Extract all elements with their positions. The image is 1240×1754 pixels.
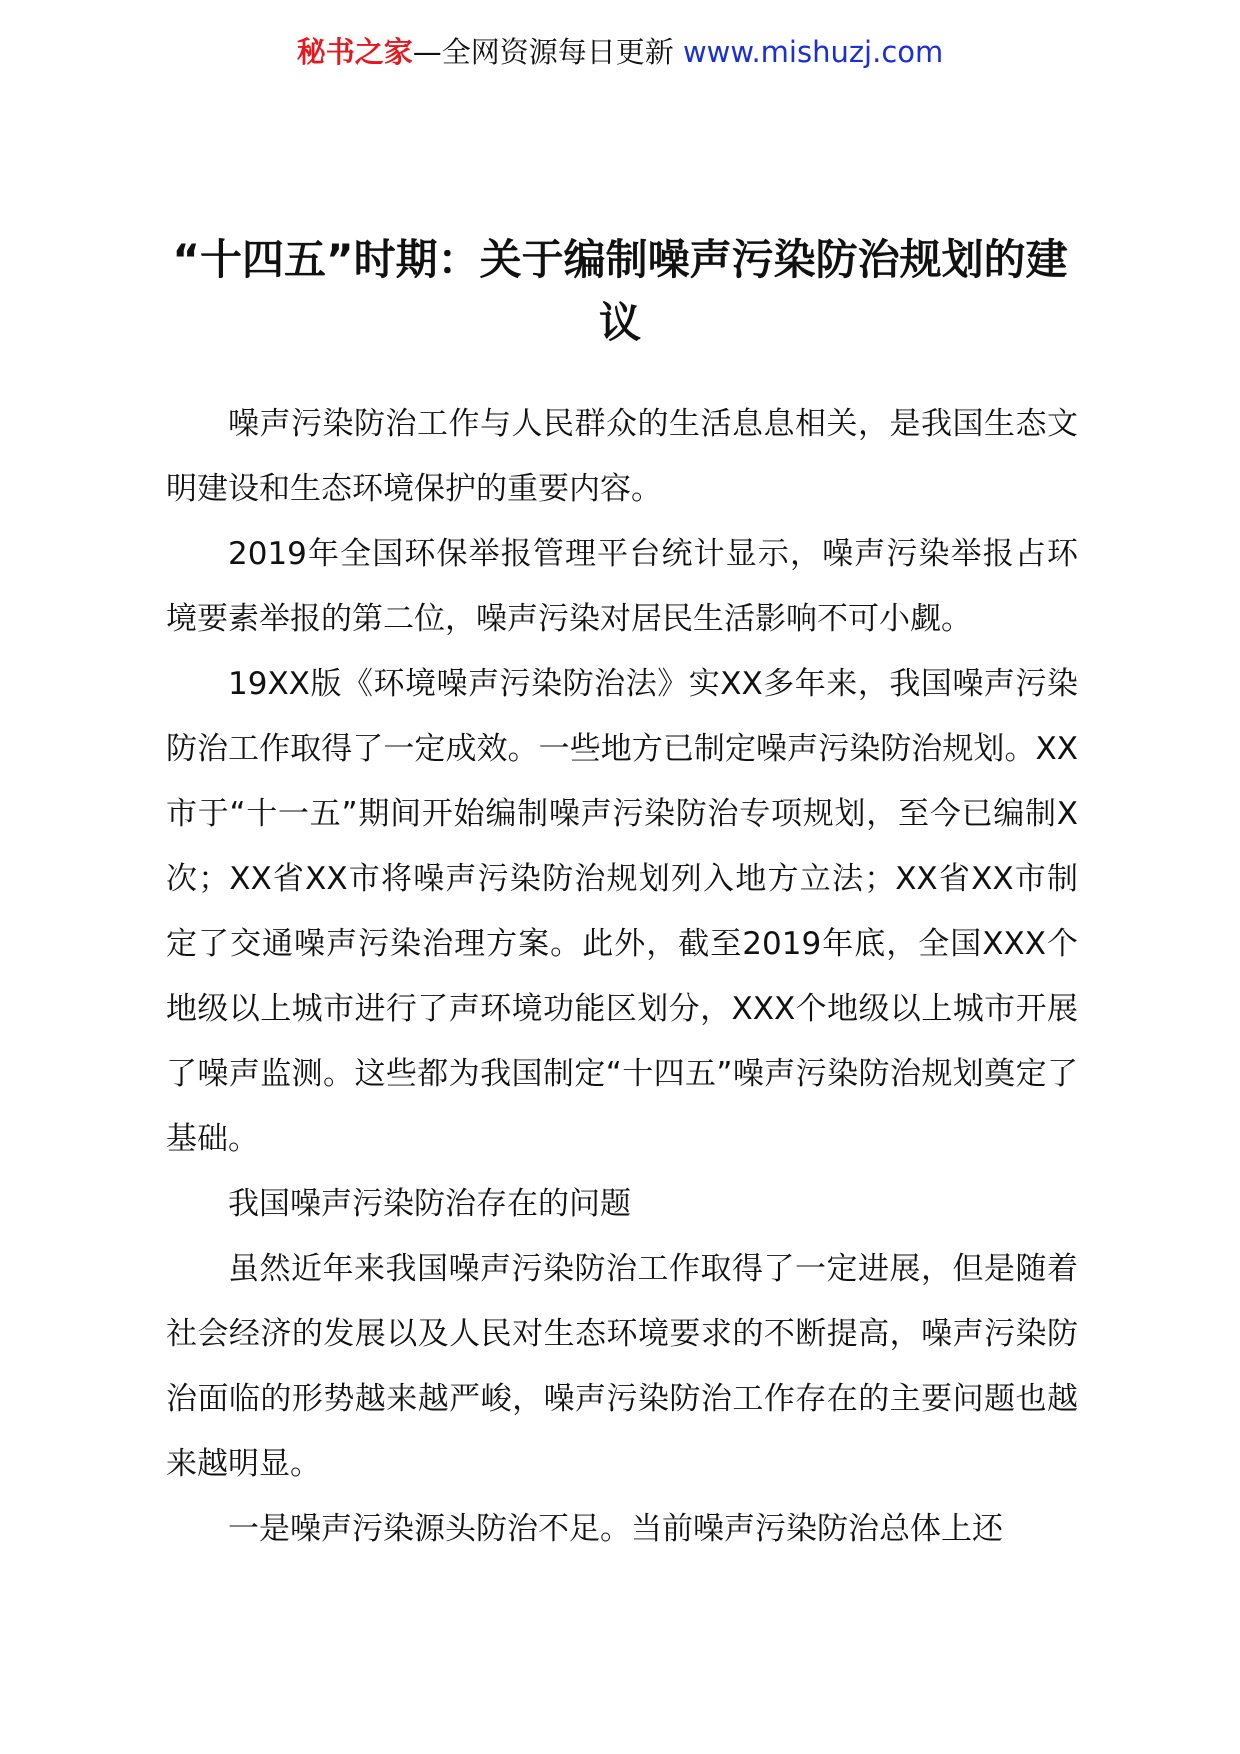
paragraph: 噪声污染防治工作与人民群众的生活息息相关，是我国生态文明建设和生态环境保护的重要内容。 xyxy=(166,406,1078,507)
site-brand: 秘书之家 xyxy=(296,35,413,69)
paragraph: 虽然近年来我国噪声污染防治工作取得了一定进展，但是随着社会经济的发展以及人民对生态环境要求的不断提高，噪声污染防治面临的形势越来越严峻，噪声污染防治工作存在的主要问题也越来越明显。 xyxy=(166,1251,1078,1482)
paragraph: 一是噪声污染源头防治不足。当前噪声污染防治总体上还 xyxy=(228,1511,1003,1547)
site-url-link[interactable]: www.mishuzj.com xyxy=(682,35,944,69)
section-heading: 我国噪声污染防治存在的问题 xyxy=(228,1186,631,1222)
site-header xyxy=(0,30,1240,74)
document-body xyxy=(166,392,1078,1562)
paragraph: 19XX版《环境噪声污染防治法》实XX多年来，我国噪声污染防治工作取得了一定成效。一些地方已制定噪声污染防治规划。XX市于“十一五”期间开始编制噪声污染防治专项规划，至今已编制X次；XX省XX市将噪声污染防治规划列入地方立法；XX省XX市制定了交通噪声污染治理方案。此外，截至2019年底，全国XXX个地级以上城市进行了声环境功能区划分，XXX个地级以上城市开展了噪声监测。这些都为我国制定“十四五”噪声污染防治规划奠定了基础。 xyxy=(166,666,1078,1157)
site-tagline: —全网资源每日更新 xyxy=(412,35,683,69)
document-title: “十四五”时期：关于编制噪声污染防治规划的建议 xyxy=(172,235,1068,347)
paragraph: 2019年全国环保举报管理平台统计显示，噪声污染举报占环境要素举报的第二位，噪声污染对居民生活影响不可小觑。 xyxy=(166,536,1078,637)
